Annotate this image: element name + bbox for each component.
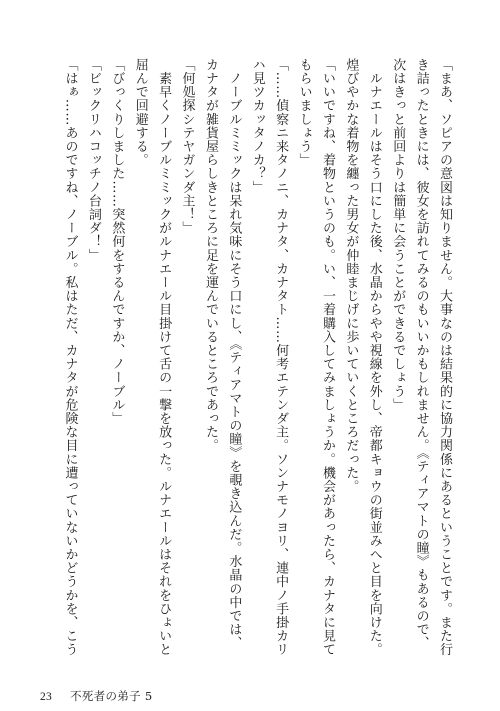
text-line: 屈んで回避する。 bbox=[132, 58, 148, 167]
text-line: 「何処探シテヤガンダ主！」 bbox=[179, 58, 195, 235]
book-title: 不死者の弟子 5 bbox=[70, 689, 153, 703]
text-line: ルナエールはそう口にした後、水晶からやや視線を外し、帝都キョウの街並みへと目を向けた。 bbox=[366, 58, 382, 657]
text-line: 「びっくりしました……突然何をするんですか、ノーブル」 bbox=[109, 58, 125, 426]
text-line: 「……偵察ニ来タノニ、カナタ、カナタト……何考エテンダ主。ソンナモノヨリ、連中ノ手掛カリ bbox=[273, 58, 289, 657]
page-footer bbox=[40, 688, 152, 704]
text-line: ノーブルミミックは呆れ気味にそう口にし、《ティアマトの瞳》を覗き込んだ。水晶の中では、 bbox=[226, 58, 242, 650]
text-line: 「はぁ……あのですね、ノーブル。私はただ、カナタが危険な目に遭っていないかどうかを、こう bbox=[62, 58, 78, 657]
page-number: 23 bbox=[40, 691, 53, 703]
text-line: もらいましょう」 bbox=[296, 58, 312, 167]
text-line: カナタが雑貨屋らしきところに足を運んでいるところであった。 bbox=[202, 58, 218, 453]
text-line: 煌びやかな着物を纏った男女が仲睦まじげに歩いていくところだった。 bbox=[343, 58, 359, 494]
text-line: ハ見ツカッタノカ？」 bbox=[249, 58, 265, 194]
text-line: 次はきっと前回よりは簡単に会うことができるでしょう」 bbox=[390, 58, 406, 412]
text-line: 「いいですね、着物というのも。い、一着購入してみましょうか。機会があったら、カナタに見て bbox=[319, 58, 335, 657]
text-line: 「ビックリハコッチノ台詞ダ！」 bbox=[85, 58, 101, 262]
text-line: き詰ったときには、彼女を訪れてみるのもいいかもしれません。《ティアマトの瞳》もあるので、 bbox=[413, 58, 429, 650]
vertical-text-body bbox=[44, 58, 456, 658]
text-line: 素早くノーブルミミックがルナエール目掛けて舌の一撃を放った。ルナエールはそれをひょいと bbox=[156, 58, 172, 657]
text-line: 「まあ、ソピアの意図は知りません。大事なのは結果的に協力関係にあるということです。また行 bbox=[437, 58, 452, 657]
